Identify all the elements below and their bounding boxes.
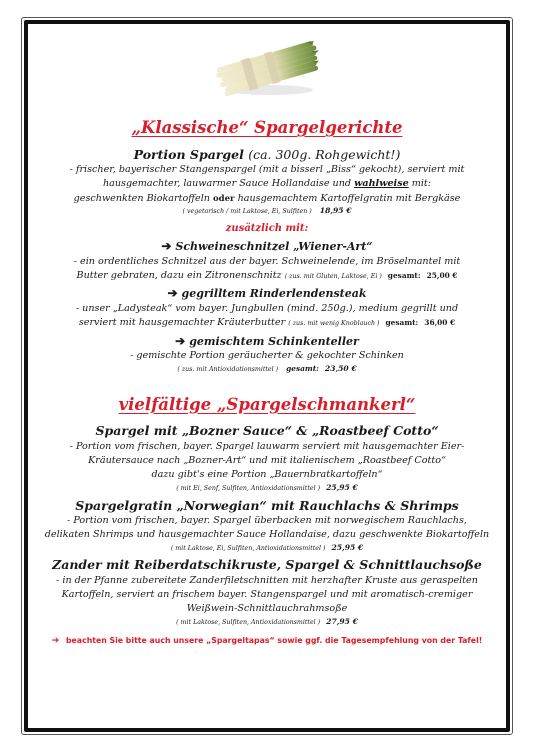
footer-text: beachten Sie bitte auch unsere „Spargeltapas“ sowie ggf. die Tagesempfehlung von der Tafel!	[65, 635, 483, 645]
arrow-right-icon: ➔	[175, 333, 186, 348]
dish-weight: (ca. 300g. Rohgewicht!)	[248, 146, 401, 162]
extra-allergens: ( zus. mit Antioxidationsmittel )	[177, 365, 279, 373]
extra-name: Schweineschnitzel „Wiener-Art“	[175, 240, 373, 254]
extra-title-steak	[40, 286, 494, 302]
extra-line-1: - ein ordentliches Schnitzel aus der bayer. Schweinelende, im Bröselmantel mit	[73, 255, 461, 267]
desc-line: dazu gibt's eine Portion „Bauernbratkartoffeln“	[151, 469, 383, 481]
dish-title-gratin: Spargelgratin „Norwegian“ mit Rauchlachs & Shrimps	[75, 497, 459, 513]
extra-line-2: serviert mit hausgemachter Kräuterbutter	[78, 317, 286, 329]
desc-line: - Portion vom frischen, bayer. Spargel überbacken mit norwegischem Rauchlachs,	[67, 514, 467, 526]
dish-allergens-row	[40, 543, 494, 554]
dish-title-bozner: Spargel mit „Bozner Sauce“ & „Roastbeef Cotto“	[95, 423, 439, 439]
dish-allergens: ( mit Laktose, Sulfiten, Antioxidationsmittel )	[176, 618, 321, 626]
dish-price: 18,95 €	[319, 206, 352, 216]
desc-line: delikaten Shrimps und hausgemachter Sauce Hollandaise, dazu geschwenkte Biokartoffeln	[44, 529, 490, 541]
desc-line-1: - frischer, bayerischer Stangenspargel (mit a bisserl „Biss“ gekocht), serviert mit	[69, 164, 465, 176]
extra-price: 36,00 €	[424, 318, 456, 328]
dish-description-bozner	[40, 440, 494, 483]
extra-title-schnitzel	[40, 239, 494, 255]
extra-name: gegrilltem Rinderlendensteak	[181, 287, 367, 301]
extra-description-schnitzel	[40, 255, 494, 284]
dish-description-gratin	[40, 514, 494, 543]
extra-price: 25,00 €	[426, 271, 458, 281]
desc-line-3b: hausgemachtem Kartoffelgratin mit Bergkäse	[234, 192, 461, 204]
extra-description-schinken	[40, 349, 494, 363]
desc-line: Kartoffeln, serviert an frischem bayer. Stangenspargel und mit aromatisch-cremiger	[61, 589, 473, 601]
extra-description-steak	[40, 302, 494, 331]
dish-title-portion-spargel	[40, 147, 494, 163]
extra-total-label: gesamt:	[387, 271, 421, 281]
dish-allergens-row	[40, 617, 494, 628]
extra-allergens: ( zus. mit wenig Knoblauch )	[288, 320, 380, 328]
desc-line-2a: hausgemachter, lauwarmer Sauce Hollandaise und	[102, 178, 355, 190]
arrow-right-icon: ➔	[51, 635, 60, 646]
extra-allergens: ( zus. mit Gluten, Laktose, Ei )	[284, 273, 382, 281]
footer-note	[40, 636, 494, 646]
asparagus-illustration	[207, 24, 327, 102]
dish-name: Portion Spargel	[133, 146, 244, 162]
menu-page	[40, 24, 494, 646]
desc-oder: oder	[213, 193, 235, 204]
desc-line: Weißwein-Schnittlauchrahmsoße	[186, 603, 348, 615]
desc-line-3a: geschwenkten Biokartoffeln	[73, 192, 214, 204]
extra-price: 23,50 €	[324, 363, 357, 373]
allergen-text: ( vegetarisch / mit Laktose, Ei, Sulfiten )	[182, 208, 312, 216]
extra-total-label: gesamt:	[286, 363, 319, 373]
desc-line: Kräutersauce nach „Bozner-Art“ und mit italienischem „Roastbeef Cotto“	[88, 455, 446, 467]
dish-allergens-row	[40, 483, 494, 494]
dish-price: 25,95 €	[331, 542, 364, 552]
dish-allergens: ( mit Laktose, Ei, Sulfiten, Antioxidationsmittel )	[170, 544, 326, 552]
desc-line: - Portion vom frischen, bayer. Spargel lauwarm serviert mit hausgemachter Eier-	[69, 440, 465, 452]
extra-line-1: - gemischte Portion geräucherter & gekochter Schinken	[130, 350, 404, 362]
dish-allergens: ( mit Ei, Senf, Sulfiten, Antioxidationsmittel )	[176, 484, 321, 492]
dish-allergens	[40, 206, 494, 217]
extras-label: zusätzlich mit:	[225, 223, 309, 235]
extra-name: gemischtem Schinkenteller	[189, 334, 359, 348]
section-title-schmankerl: vielfältige „Spargelschmankerl“	[118, 394, 416, 414]
extra-allergens-row	[40, 364, 494, 375]
desc-line-2b: mit:	[408, 178, 432, 190]
arrow-right-icon: ➔	[167, 286, 178, 301]
dish-description	[40, 163, 494, 206]
extra-total-label: gesamt:	[385, 318, 419, 328]
asparagus-bundle-icon	[207, 24, 327, 102]
dish-price: 27,95 €	[326, 616, 358, 626]
dish-description-zander	[40, 574, 494, 617]
extra-line-1: - unser „Ladysteak“ vom bayer. Jungbullen (mind. 250g.), medium gegrillt und	[75, 303, 459, 314]
dish-title-zander: Zander mit Reiberdatschikruste, Spargel & Schnittlauchsoße	[52, 557, 482, 573]
dish-price: 25,95 €	[326, 482, 358, 492]
section-title-classic: „Klassische“ Spargelgerichte	[131, 118, 403, 137]
desc-line: - in der Pfanne zubereitete Zanderfiletschnitten mit herzhafter Kruste aus geraspelten	[56, 574, 478, 586]
desc-emphasis: wahlweise	[354, 178, 409, 190]
arrow-right-icon: ➔	[161, 239, 172, 254]
extra-title-schinken	[40, 334, 494, 350]
extra-line-2: Butter gebraten, dazu ein Zitronenschnitz	[76, 270, 282, 282]
